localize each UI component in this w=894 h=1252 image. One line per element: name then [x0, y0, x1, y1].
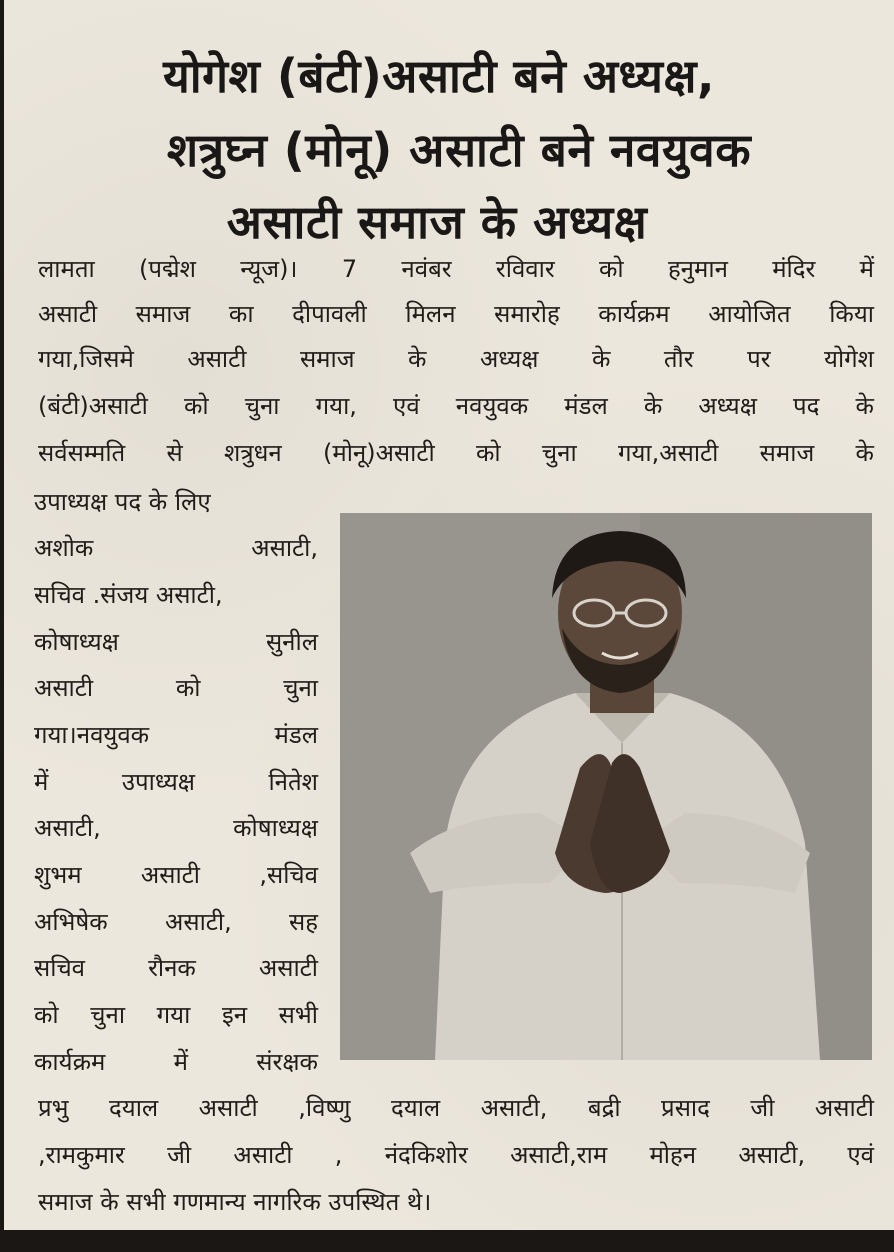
headline-line-3: असाटी समाज के अध्यक्ष [226, 195, 648, 249]
article-line: समाज के सभी गणमान्य नागरिक उपस्थित थे। [38, 1188, 432, 1216]
article-column-line: सचिव रौनक असाटी [34, 954, 318, 982]
person-greeting-illustration [340, 513, 872, 1060]
article-line: गया,जिसमे असाटी समाज के अध्यक्ष के तौर पर योगेश [38, 345, 874, 373]
article-column-line: में उपाध्यक्ष नितेश [34, 768, 318, 796]
headline-line-2: शत्रुघ्न (मोनू) असाटी बने नवयुवक [166, 123, 752, 177]
article-column-line: गया।नवयुवक मंडल [34, 721, 318, 749]
article-line: प्रभु दयाल असाटी ,विष्णु दयाल असाटी, बद्री प्रसाद जी असाटी [38, 1094, 874, 1122]
article-column-line: कार्यक्रम में संरक्षक [34, 1048, 318, 1076]
article-column-line: सचिव .संजय असाटी, [34, 581, 223, 609]
newspaper-clipping [4, 0, 894, 1230]
article-column-line: उपाध्यक्ष पद के लिए [34, 488, 211, 516]
person-photo [340, 513, 872, 1060]
article-line: सर्वसम्मति से शत्रुधन (मोनू)असाटी को चुना गया,असाटी समाज के [38, 439, 874, 467]
article-column-line: शुभम असाटी ,सचिव [34, 861, 318, 889]
headline-line-1: योगेश (बंटी)असाटी बने अध्यक्ष, [163, 49, 715, 103]
article-column-line: अशोक असाटी, [34, 534, 318, 562]
article-line: ,रामकुमार जी असाटी , नंदकिशोर असाटी,राम मोहन असाटी, एवं [38, 1141, 874, 1169]
article-column-line: असाटी, कोषाध्यक्ष [34, 814, 318, 842]
article-line: (बंटी)असाटी को चुना गया, एवं नवयुवक मंडल के अध्यक्ष पद के [38, 392, 874, 420]
article-column-line: को चुना गया इन सभी [34, 1001, 318, 1029]
article-column-line: कोषाध्यक्ष सुनील [34, 628, 318, 656]
article-line: असाटी समाज का दीपावली मिलन समारोह कार्यक्रम आयोजित किया [38, 300, 874, 328]
article-column-line: असाटी को चुना [34, 674, 318, 702]
article-line: लामता (पद्मेश न्यूज)। 7 नवंबर रविवार को हनुमान मंदिर में [38, 255, 874, 283]
article-column-line: अभिषेक असाटी, सह [34, 908, 318, 936]
